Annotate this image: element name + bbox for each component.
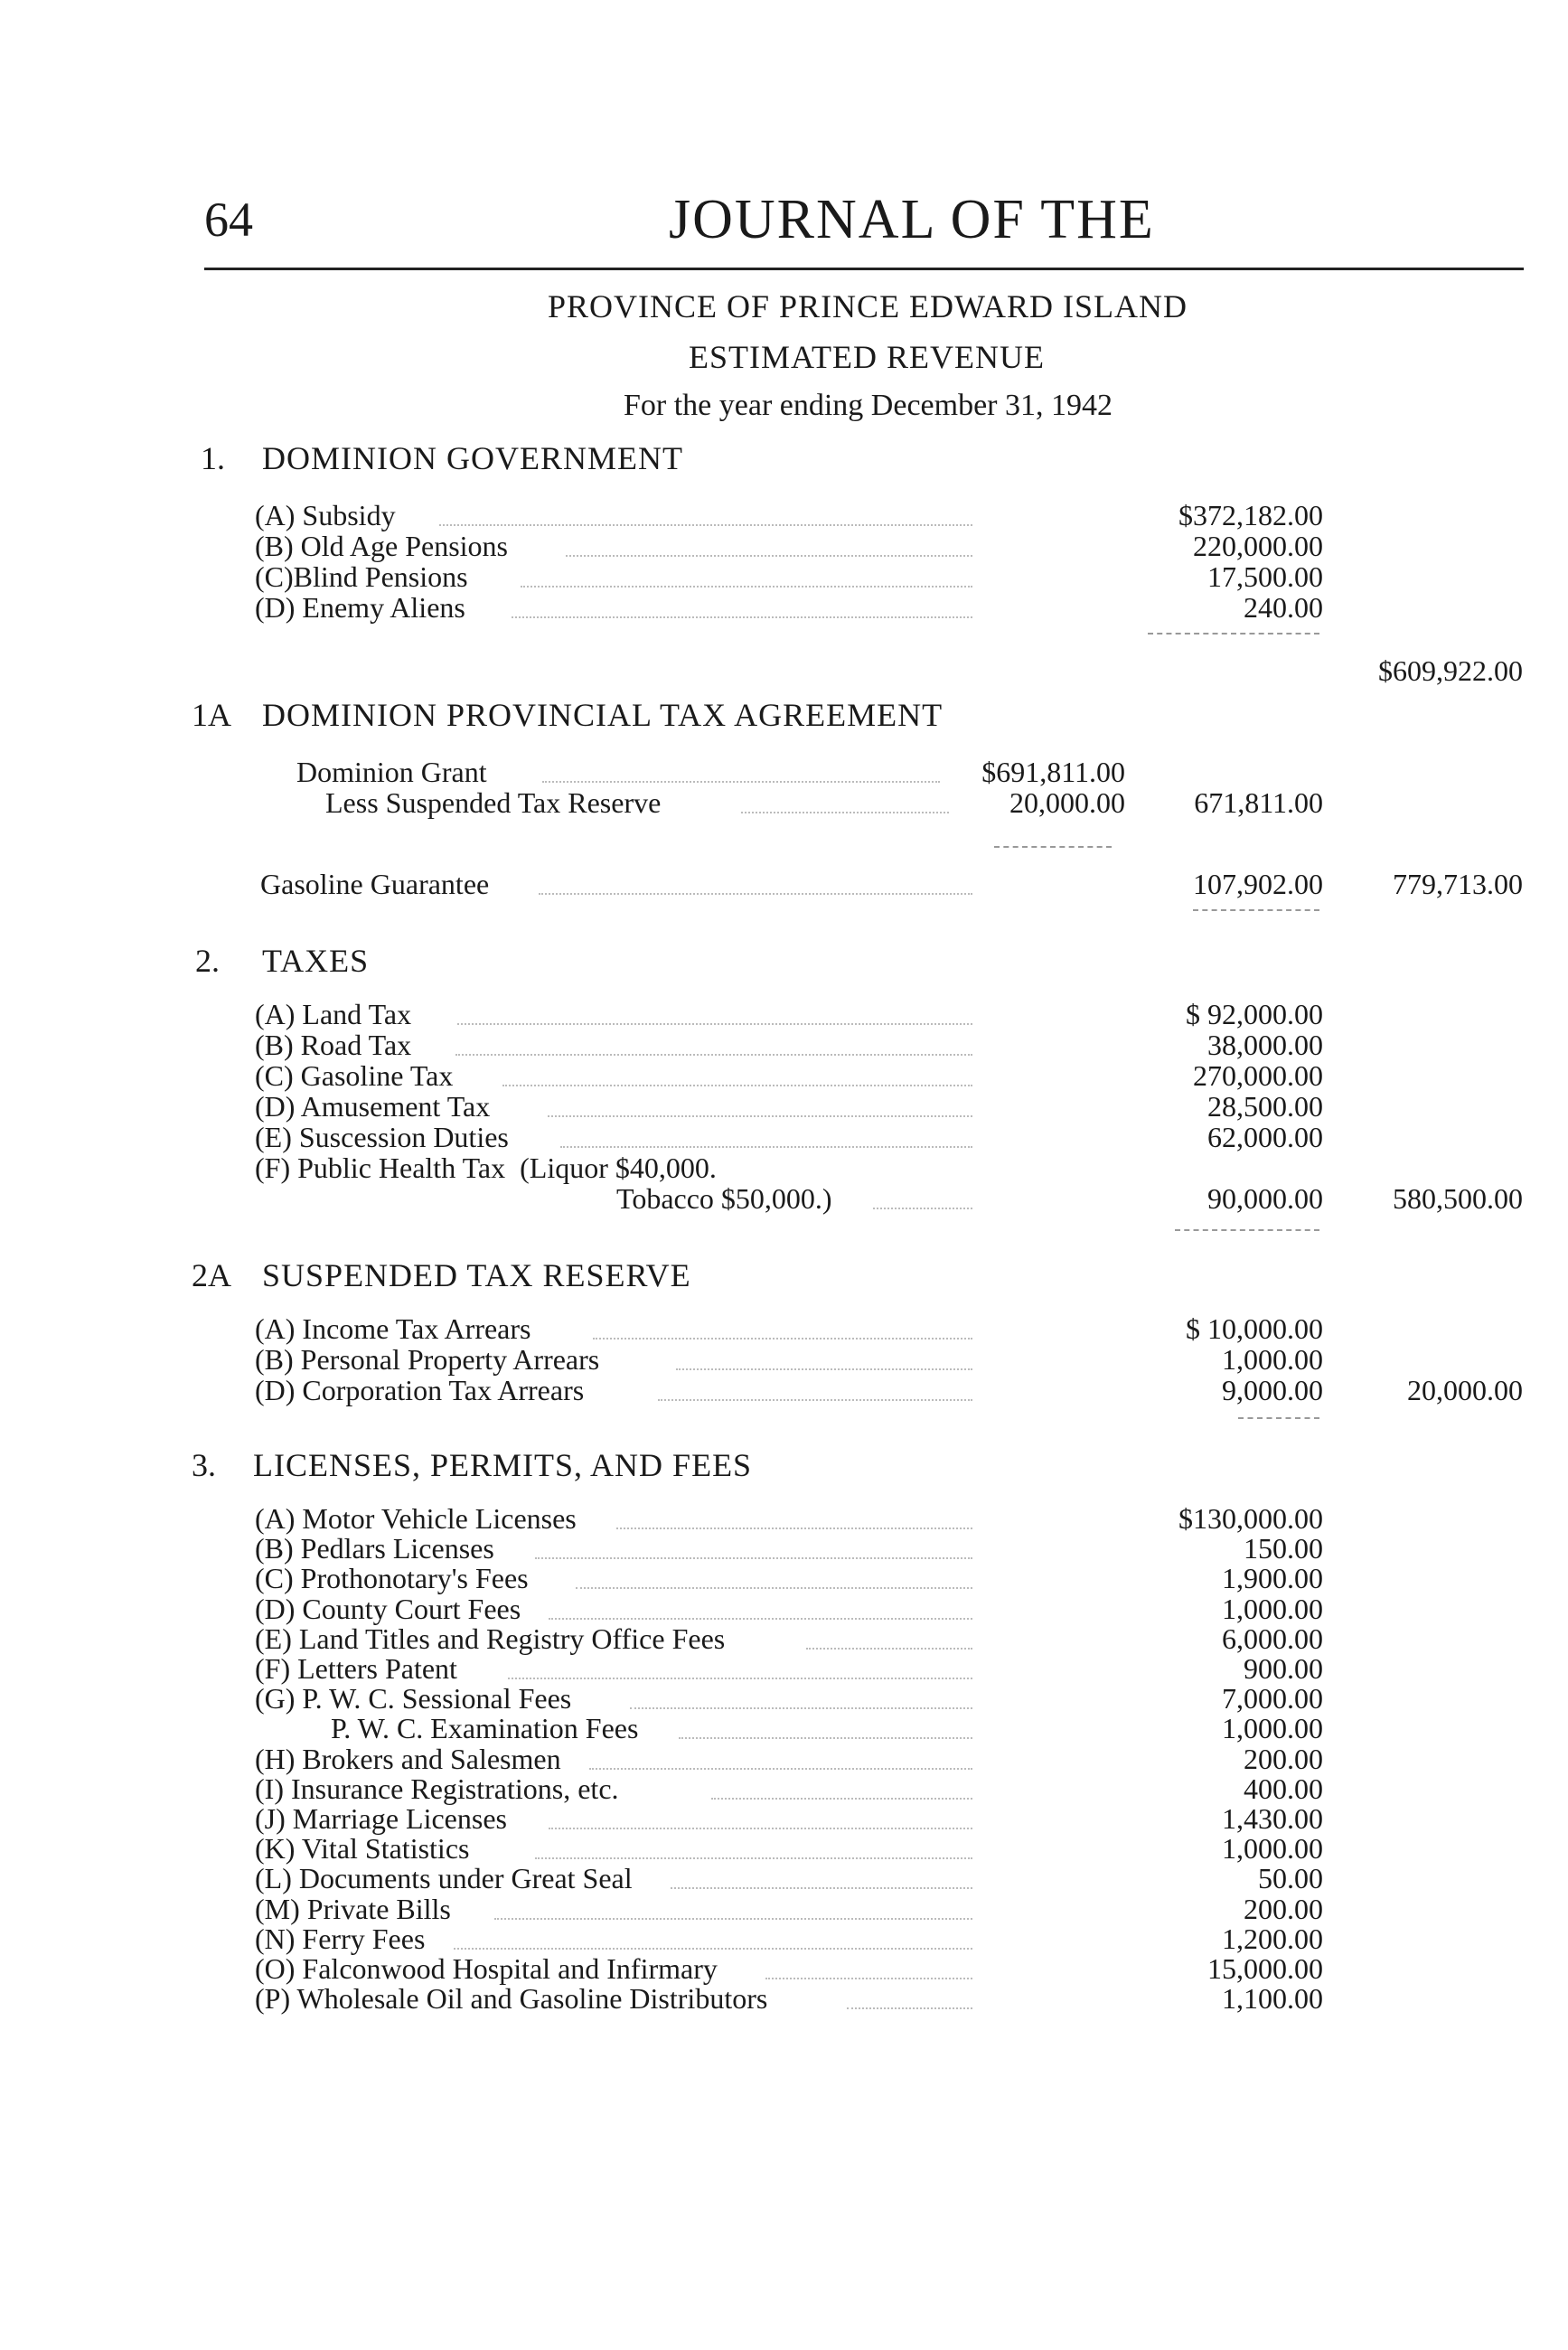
line-item-label: (F) Letters Patent <box>255 1652 457 1685</box>
line-item-label: (E) Land Titles and Registry Office Fees <box>255 1622 726 1655</box>
line-item-label: (B) Pedlars Licenses <box>255 1532 494 1565</box>
line-item-amount: $691,811.00 <box>981 756 1125 788</box>
section-title: DOMINION PROVINCIAL TAX AGREEMENT <box>262 697 944 733</box>
line-item-amount: $ 10,000.00 <box>1186 1312 1323 1345</box>
line-item-label: (C) Prothonotary's Fees <box>255 1562 529 1594</box>
leader-dots <box>542 781 940 783</box>
leader-dots <box>560 1146 972 1148</box>
leader-dots <box>494 1918 972 1920</box>
running-title: JOURNAL OF THE <box>669 189 1155 250</box>
leader-dots <box>806 1648 972 1650</box>
section-number: 1A <box>192 697 231 733</box>
document-subtitle: ESTIMATED REVENUE <box>689 339 1045 375</box>
line-item-amount: 240.00 <box>1244 591 1323 624</box>
line-item-amount: 1,900.00 <box>1222 1562 1323 1594</box>
line-item-label: (F) Public Health Tax (Liquor $40,000. <box>255 1152 717 1184</box>
section-title: TAXES <box>262 943 370 979</box>
line-item-amount: 150.00 <box>1244 1532 1323 1565</box>
line-item-label: (H) Brokers and Salesmen <box>255 1743 561 1775</box>
line-item-label: Gasoline Guarantee <box>260 868 490 900</box>
line-item-amount: 400.00 <box>1244 1772 1323 1805</box>
subtotal-rule <box>1175 1229 1319 1231</box>
line-item-amount: 17,500.00 <box>1207 560 1323 593</box>
line-item-amount: 1,000.00 <box>1222 1593 1323 1625</box>
line-item-amount: 15,000.00 <box>1207 1952 1323 1985</box>
line-item-label: (D) Enemy Aliens <box>255 591 465 624</box>
line-item-amount: $372,182.00 <box>1178 499 1323 531</box>
line-item-amount: 200.00 <box>1244 1743 1323 1775</box>
line-item-label: (J) Marriage Licenses <box>255 1802 507 1835</box>
document-title: PROVINCE OF PRINCE EDWARD ISLAND <box>548 288 1188 324</box>
section-total: $609,922.00 <box>1378 654 1523 687</box>
line-item-label: (P) Wholesale Oil and Gasoline Distributors <box>255 1982 768 2015</box>
section-total: 20,000.00 <box>1407 1374 1523 1406</box>
document-period: For the year ending December 31, 1942 <box>624 389 1113 422</box>
line-item-label: (A) Land Tax <box>255 998 412 1030</box>
line-item-amount: 900.00 <box>1244 1652 1323 1685</box>
leader-dots <box>676 1368 972 1370</box>
line-item-amount: 38,000.00 <box>1207 1029 1323 1061</box>
line-item-label: (K) Vital Statistics <box>255 1832 470 1865</box>
line-item-amount: 20,000.00 <box>1009 786 1125 819</box>
line-item-amount: $130,000.00 <box>1178 1502 1323 1535</box>
leader-dots <box>566 555 972 557</box>
line-item-label: (A) Motor Vehicle Licenses <box>255 1502 577 1535</box>
leader-dots <box>454 1948 972 1950</box>
leader-dots <box>535 1557 972 1559</box>
leader-dots <box>765 1978 972 1979</box>
line-item-label: (N) Ferry Fees <box>255 1922 426 1955</box>
line-item-amount: 90,000.00 <box>1207 1182 1323 1215</box>
line-item-label: (I) Insurance Registrations, etc. <box>255 1772 619 1805</box>
line-item-amount: 6,000.00 <box>1222 1622 1323 1655</box>
line-item-amount: 200.00 <box>1244 1893 1323 1925</box>
leader-dots <box>679 1737 972 1739</box>
leader-dots <box>512 616 972 618</box>
line-item-amount: 270,000.00 <box>1193 1059 1323 1092</box>
subtotal-rule <box>1193 909 1319 911</box>
line-item-label: (G) P. W. C. Sessional Fees <box>255 1682 572 1715</box>
line-item-label: (C)Blind Pensions <box>255 560 468 593</box>
leader-dots <box>535 1857 972 1859</box>
leader-dots <box>576 1587 972 1589</box>
line-item-label: Less Suspended Tax Reserve <box>325 786 662 819</box>
line-item-amount: 107,902.00 <box>1193 868 1323 900</box>
line-item-label: (E) Suscession Duties <box>255 1121 509 1153</box>
section-title: DOMINION GOVERNMENT <box>262 440 683 476</box>
line-item-label: Dominion Grant <box>296 756 487 788</box>
leader-dots <box>502 1085 972 1086</box>
line-item-label: (M) Private Bills <box>255 1893 451 1925</box>
section-title: LICENSES, PERMITS, AND FEES <box>253 1447 753 1483</box>
line-item-label: (D) Corporation Tax Arrears <box>255 1374 585 1406</box>
line-item-amount: $ 92,000.00 <box>1186 998 1323 1030</box>
line-item-label: Tobacco $50,000.) <box>616 1182 832 1215</box>
leader-dots <box>539 893 972 895</box>
line-item-label: (B) Road Tax <box>255 1029 412 1061</box>
leader-dots <box>521 586 972 588</box>
line-item-label: P. W. C. Examination Fees <box>331 1712 639 1744</box>
line-item-amount: 7,000.00 <box>1222 1682 1323 1715</box>
line-item-label: (A) Income Tax Arrears <box>255 1312 531 1345</box>
line-item-amount: 1,100.00 <box>1222 1982 1323 2015</box>
section-total: 779,713.00 <box>1393 868 1523 900</box>
section-number: 2A <box>192 1257 231 1293</box>
leader-dots <box>549 1828 972 1829</box>
line-item-amount: 220,000.00 <box>1193 530 1323 562</box>
line-item-amount: 9,000.00 <box>1222 1374 1323 1406</box>
line-item-label: (A) Subsidy <box>255 499 396 531</box>
section-title: SUSPENDED TAX RESERVE <box>262 1257 691 1293</box>
leader-dots <box>455 1054 972 1056</box>
line-item-label: (D) Amusement Tax <box>255 1090 491 1123</box>
subtotal-rule <box>1148 633 1319 634</box>
leader-dots <box>630 1707 972 1709</box>
leader-dots <box>508 1678 972 1679</box>
subtotal-rule <box>994 846 1112 848</box>
leader-dots <box>549 1618 972 1620</box>
leader-dots <box>548 1115 972 1117</box>
line-item-label: (B) Old Age Pensions <box>255 530 508 562</box>
line-item-amount: 28,500.00 <box>1207 1090 1323 1123</box>
line-item-amount: 50.00 <box>1258 1862 1323 1894</box>
leader-dots <box>847 2007 972 2009</box>
header-rule <box>204 268 1524 270</box>
section-number: 3. <box>192 1447 216 1483</box>
leader-dots <box>593 1338 972 1340</box>
line-item-amount: 1,200.00 <box>1222 1922 1323 1955</box>
leader-dots <box>711 1798 972 1800</box>
leader-dots <box>589 1768 972 1770</box>
line-item-label: (O) Falconwood Hospital and Infirmary <box>255 1952 718 1985</box>
leader-dots <box>873 1208 972 1209</box>
section-number: 2. <box>195 943 220 979</box>
page-number: 64 <box>204 193 253 247</box>
leader-dots <box>658 1399 972 1401</box>
leader-dots <box>671 1887 972 1889</box>
leader-dots <box>439 524 972 526</box>
line-item-label: (L) Documents under Great Seal <box>255 1862 633 1894</box>
section-total: 580,500.00 <box>1393 1182 1523 1215</box>
leader-dots <box>457 1023 972 1025</box>
line-item-amount: 1,000.00 <box>1222 1712 1323 1744</box>
line-item-label: (D) County Court Fees <box>255 1593 521 1625</box>
line-item-amount: 1,000.00 <box>1222 1832 1323 1865</box>
line-item-amount: 1,430.00 <box>1222 1802 1323 1835</box>
line-item-label: (C) Gasoline Tax <box>255 1059 454 1092</box>
line-item-amount: 1,000.00 <box>1222 1343 1323 1376</box>
leader-dots <box>616 1528 972 1529</box>
subtotal-rule <box>1238 1417 1319 1419</box>
section-number: 1. <box>201 440 225 476</box>
line-item-amount: 62,000.00 <box>1207 1121 1323 1153</box>
line-item-amount: 671,811.00 <box>1194 786 1323 819</box>
line-item-label: (B) Personal Property Arrears <box>255 1343 600 1376</box>
